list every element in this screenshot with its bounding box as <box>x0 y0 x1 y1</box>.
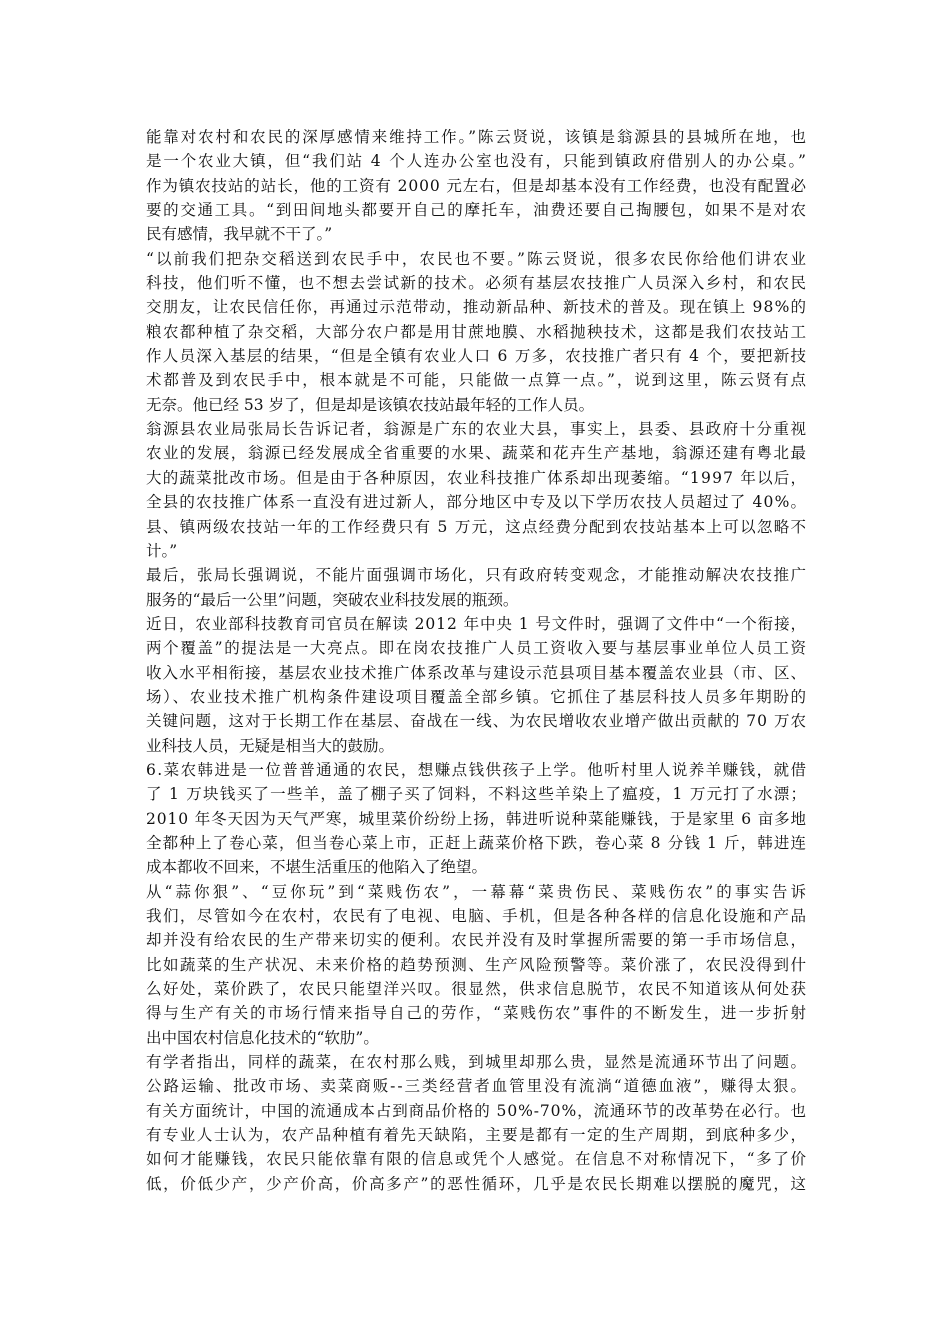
text-line: 无奈。他已经 53 岁了，但是却是该镇农技站最年轻的工作人员。 <box>146 395 595 414</box>
text-line: 能靠对农村和农民的深厚感情来维持工作。”陈云贤说，该镇是翁源县的县城所在地，也 <box>146 128 808 146</box>
text-line: 服务的“最后一公里”问题，突破农业科技发展的瓶颈。 <box>146 590 519 609</box>
text-line: 收入水平相衔接，基层农业技术推广体系改革与建设示范县项目基本覆盖农业县（市、区、 <box>146 663 808 682</box>
text-line: 术都普及到农民手中，根本就是不可能，只能做一点算一点。”，说到这里，陈云贤有点 <box>146 371 808 390</box>
text-line: 有专业人士认为，农产品种植有着先天缺陷，主要是都有一定的生产周期，到底种多少， <box>146 1126 808 1145</box>
text-line: 近日，农业部科技教育司官员在解读 2012 年中央 1 号文件时，强调了文件中“一个衔接， <box>146 614 807 633</box>
text-line: 2010 年冬天因为天气严寒，城里菜价纷纷上扬，韩进听说种菜能赚钱，于是家里 6 亩多地 <box>146 809 807 828</box>
text-line: 我们，尽管如今在农村，农民有了电视、电脑、手机，但是各种各样的信息化设施和产品 <box>146 907 808 925</box>
text-line: 了 1 万块钱买了一些羊，盖了棚子买了饲料，不料这些羊染上了瘟疫，1 万元打了水漂； <box>146 785 808 804</box>
body-text <box>146 125 810 1196</box>
text-line: 从“蒜你狠”、“豆你玩”到“菜贱伤农”，一幕幕“菜贵伤民、菜贱伤农”的事实告诉 <box>146 882 810 901</box>
text-line: 县、镇两级农技站一年的工作经费只有 5 万元，这点经费分配到农技站基本上可以忽略不 <box>146 517 808 536</box>
text-line: 场）、农业技术推广机构条件建设项目覆盖全部乡镇。它抓住了基层科技人员多年期盼的 <box>146 687 808 706</box>
text-line: 关键问题，这对于长期工作在基层、奋战在一线、为农民增收农业增产做出贡献的 70 万农 <box>146 712 807 731</box>
text-line: 全县的农技推广体系一直没有进过新人，部分地区中专及以下学历农技人员超过了 40%。 <box>146 493 808 512</box>
text-line: 却并没有给农民的生产带来切实的便利。农民并没有及时掌握所需要的第一手市场信息， <box>146 931 808 950</box>
text-line: 业科技人员，无疑是相当大的鼓励。 <box>146 736 395 755</box>
text-line: 科技，他们听不懂，也不想去尝试新的技术。必须有基层农技推广人员深入乡村，和农民 <box>146 274 808 293</box>
text-line: 么好处，菜价跌了，农民只能望洋兴叹。很显然，供求信息脱节，农民不知道该从何处获 <box>146 980 808 999</box>
text-line: 全都种上了卷心菜，但当卷心菜上市，正赶上蔬菜价格下跌，卷心菜 8 分钱 1 斤，韩进连 <box>146 833 808 852</box>
text-line: 民有感情，我早就不干了。” <box>146 225 333 244</box>
text-line: 低，价低少产，少产价高，价高多产”的恶性循环，几乎是农民长期难以摆脱的魔咒，这 <box>146 1174 808 1193</box>
text-line: 比如蔬菜的生产状况、未来价格的趋势预测、生产风险预警等。菜价涨了，农民没得到什 <box>146 955 808 974</box>
text-line: 有关方面统计，中国的流通成本占到商品价格的 50%-70%，流通环节的改革势在必行。也 <box>146 1101 807 1120</box>
text-line: 6.菜农韩进是一位普普通通的农民，想赚点钱供孩子上学。他听村里人说养羊赚钱，就借 <box>146 760 808 779</box>
text-line: 交朋友，让农民信任你，再通过示范带动，推动新品种、新技术的普及。现在镇上 98%的 <box>146 298 808 317</box>
text-line: 粮农都种植了杂交稻，大部分农户都是用甘蔗地膜、水稻抛秧技术，这都是我们农技站工 <box>146 322 808 341</box>
text-line: 成本都收不回来，不堪生活重压的他陷入了绝望。 <box>146 858 488 877</box>
text-line: 有学者指出，同样的蔬菜，在农村那么贱，到城里却那么贵，显然是流通环节出了问题。 <box>146 1053 808 1072</box>
text-line: 得与生产有关的市场行情来指导自己的劳作，“菜贱伤农”事件的不断发生，进一步折射 <box>146 1004 808 1023</box>
text-line: 出中国农村信息化技术的“软肋”。 <box>146 1028 379 1047</box>
text-line: 两个覆盖”的提法是一大亮点。即在岗农技推广人员工资收入要与基层事业单位人员工资 <box>146 639 808 658</box>
text-line: 作为镇农技站的站长，他的工资有 2000 元左右，但是却基本没有工作经费，也没有配置必 <box>146 176 807 195</box>
text-line: 作人员深入基层的结果，“但是全镇有农业人口 6 万多，农技推广者只有 4 个，要把新技 <box>146 347 808 366</box>
text-line: 计。” <box>146 541 178 560</box>
text-line: 农业的发展，翁源已经发展成全省重要的水果、蔬菜和花卉生产基地，翁源还建有粤北最 <box>146 444 808 463</box>
text-line: 最后，张局长强调说，不能片面强调市场化，只有政府转变观念，才能推动解决农技推广 <box>146 566 808 585</box>
text-line: 大的蔬菜批改市场。但是由于各种原因，农业科技推广体系却出现萎缩。“1997 年以后， <box>146 468 808 487</box>
text-line: “以前我们把杂交稻送到农民手中，农民也不要。”陈云贤说，很多农民你给他们讲农业 <box>146 249 809 268</box>
text-line: 要的交通工具。“到田间地头都要开自己的摩托车，油费还要自己掏腰包，如果不是对农 <box>146 201 808 220</box>
text-line: 公路运输、批改市场、卖菜商贩--三类经营者血管里没有流淌“道德血液”，赚得太狠。 <box>146 1077 808 1096</box>
text-line: 翁源县农业局张局长告诉记者，翁源是广东的农业大县，事实上，县委、县政府十分重视 <box>146 420 808 439</box>
text-line: 是一个农业大镇，但“我们站 4 个人连办公室也没有，只能到镇政府借别人的办公桌。” <box>146 152 808 171</box>
text-line: 如何才能赚钱，农民只能依靠有限的信息或凭个人感觉。在信息不对称情况下，“多了价 <box>146 1150 808 1169</box>
